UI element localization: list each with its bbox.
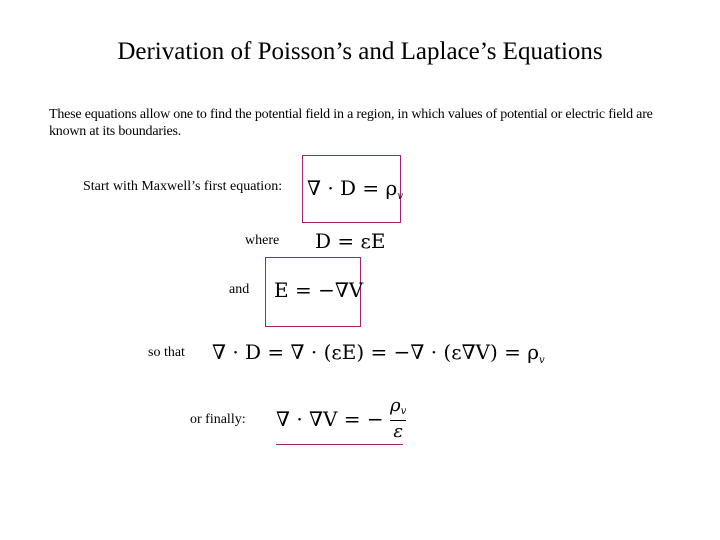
gradient-equation-box: [265, 257, 364, 327]
constitutive-equation: D = εE: [315, 229, 386, 253]
gradient-equation: E = −∇V: [274, 278, 364, 302]
and-label: and: [229, 282, 250, 297]
maxwell-equation: [307, 176, 403, 200]
final-fraction: [390, 396, 406, 442]
start-label: Start with Maxwell’s first equation:: [83, 179, 283, 194]
maxwell-equation-text: ∇ · D = ρ: [307, 176, 398, 200]
finally-label: or finally:: [190, 412, 246, 427]
so-that-label: so that: [148, 345, 185, 360]
final-numerator-sub: v: [400, 406, 407, 417]
chain-equation: [212, 340, 545, 364]
final-fraction-numerator: [390, 396, 406, 419]
final-equation: [276, 396, 406, 442]
maxwell-equation-sub: v: [397, 191, 403, 202]
page-title: Derivation of Poisson’s and Laplace’s Equations: [117, 38, 603, 65]
chain-equation-sub: v: [539, 355, 545, 366]
final-underline: [276, 444, 403, 445]
intro-paragraph: These equations allow one to find the potential field in a region, in which values of potential or electric field are known at its boundaries.: [49, 107, 653, 139]
final-numerator-symbol: ρ: [390, 395, 401, 416]
final-fraction-denominator: ε: [393, 421, 403, 442]
final-equation-lhs: ∇ · ∇V = −: [276, 407, 384, 431]
where-label: where: [245, 233, 280, 248]
chain-equation-text: ∇ · D = ∇ · (εE) = −∇ · (ε∇V) = ρ: [212, 340, 540, 364]
maxwell-equation-box: [302, 155, 401, 223]
